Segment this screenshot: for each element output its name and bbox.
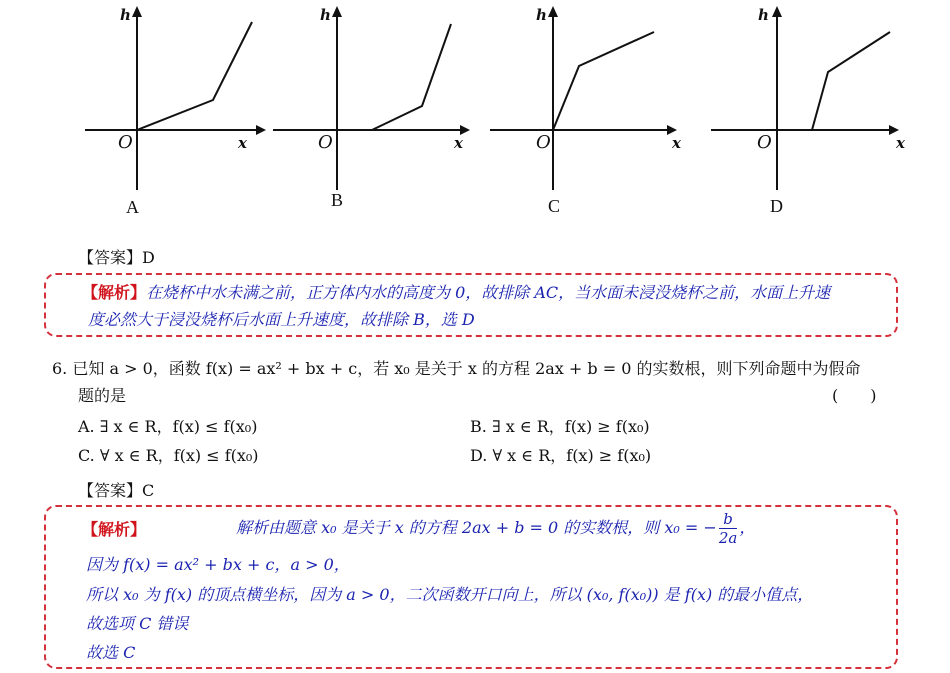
q6-analysis-line5: 故选 C [86,643,136,662]
answer-value: D [142,248,155,267]
graph-option-label: D [770,196,783,216]
option-text: ∃ x ∈ R，f(x) ≤ f(x₀) [99,417,258,436]
option-label: B. [470,417,487,436]
graph-option-label: B [331,190,344,210]
y-axis-label: h [758,6,769,24]
question-stem: 已知 a > 0，函数 f(x) = ax² + bx + c，若 x₀ 是关于 x 的方程 2ax + b = 0 的实数根，则下列命题中为假命 [72,359,861,378]
q6-option-d[interactable] [470,443,651,466]
analysis-tag: 【解析】 [82,520,147,539]
origin-label: O [536,132,551,153]
q6-stem-line1 [52,356,861,379]
graph-curve [137,22,252,130]
origin-label: O [318,132,333,153]
y-axis-label: h [536,6,547,24]
x-axis-label: x [672,134,681,152]
graph-curve [553,32,654,130]
x-axis-label: x [896,134,905,152]
q5-analysis-line1 [82,280,830,303]
option-text: ∀ x ∈ R，f(x) ≤ f(x₀) [99,446,259,465]
option-text: ∀ x ∈ R，f(x) ≥ f(x₀) [492,446,652,465]
graph-c-svg [486,0,711,230]
y-axis-arrow [132,6,142,17]
graph-d-svg [708,0,933,230]
y-axis-label: h [320,6,331,24]
x-axis-label: x [238,134,247,152]
option-label: A. [78,417,95,436]
y-axis-arrow [772,6,782,17]
graph-b [268,0,493,230]
graph-b-svg [268,0,493,230]
fraction-numerator: b [719,510,738,529]
answer-prefix: 【答案】 [78,481,143,500]
q6-answer [78,478,154,501]
origin-label: O [757,132,772,153]
graph-option-label: A [126,197,139,217]
answer-value: C [142,481,155,500]
graph-options-row [0,0,950,230]
q6-analysis-line1 [236,510,755,547]
q6-option-b[interactable] [470,414,650,437]
option-label: C. [78,446,95,465]
fraction [719,510,738,547]
option-text: ∃ x ∈ R，f(x) ≥ f(x₀) [491,417,650,436]
q6-analysis-line2: 因为 f(x) = ax² + bx + c，a > 0， [86,555,350,574]
analysis-tag: 【解析】 [82,283,147,302]
x-axis-arrow [256,125,266,135]
graph-curve [372,24,451,130]
q6-option-c[interactable] [78,443,259,466]
question-number: 6. [52,359,68,378]
graph-c [486,0,711,230]
analysis-text-tail: ， [739,518,756,537]
answer-prefix: 【答案】 [78,248,143,267]
q6-analysis-line3: 所以 x₀ 为 f(x) 的顶点横坐标，因为 a > 0，二次函数开口向上，所以 (x₀, f(x₀)) 是 f(x) 的最小值点， [86,585,814,604]
graph-curve [812,32,890,130]
q6-analysis-line4: 故选项 C 错误 [86,614,189,633]
fraction-denominator: 2a [718,529,738,547]
y-axis-arrow [332,6,342,17]
y-axis-label: h [120,6,131,24]
graph-d [708,0,933,230]
q6-option-a[interactable] [78,414,257,437]
analysis-text: 在烧杯中水未满之前，正方体内水的高度为 0，故排除 AC，当水面未浸没烧杯之前，水面上升速 [146,283,831,302]
x-axis-label: x [454,134,463,152]
q6-stem-line2: 题的是 [78,386,127,405]
origin-label: O [118,132,133,153]
analysis-text: 解析由题意 x₀ 是关于 x 的方程 2ax + b = 0 的实数根，则 x₀ = − [236,518,717,537]
answer-paren: ( ) [832,386,877,405]
graph-option-label: C [548,196,561,216]
q5-answer [78,245,155,268]
y-axis-arrow [548,6,558,17]
option-label: D. [470,446,488,465]
q5-analysis-line2: 度必然大于浸没烧杯后水面上升速度，故排除 B，选 D [88,310,475,329]
